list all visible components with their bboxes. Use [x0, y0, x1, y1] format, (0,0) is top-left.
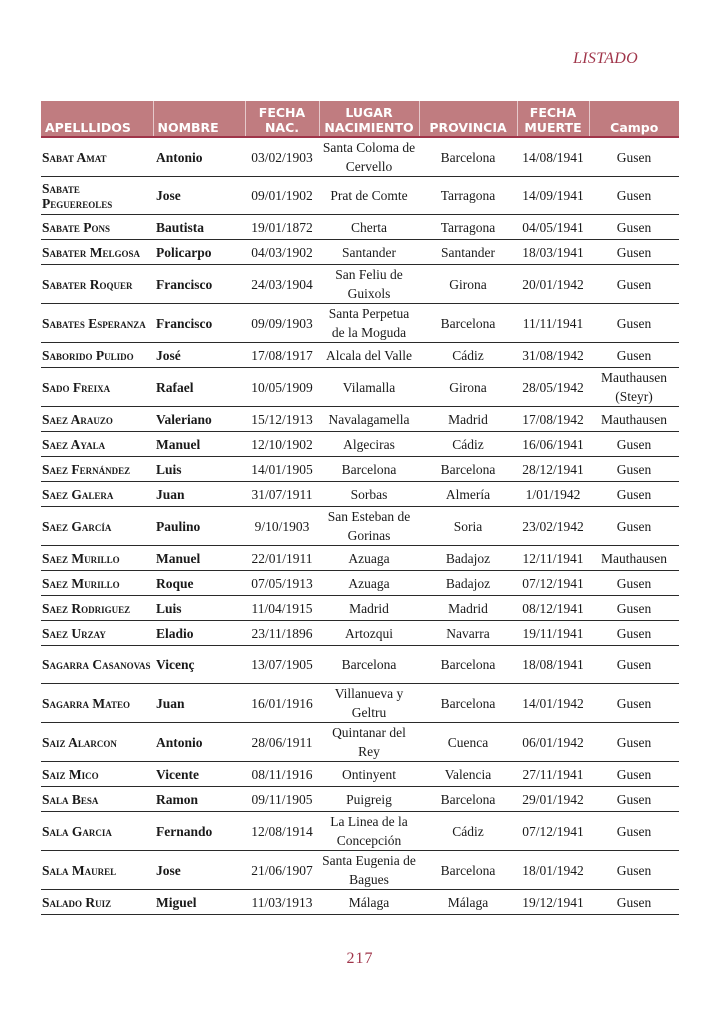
cell-fecha-muerte: 16/06/1941 — [517, 432, 589, 457]
cell-nombre: Valeriano — [153, 407, 245, 432]
cell-provincia: Girona — [419, 265, 517, 304]
cell-provincia: Barcelona — [419, 137, 517, 177]
cell-nombre: Roque — [153, 571, 245, 596]
cell-nombre: José — [153, 343, 245, 368]
cell-lugar-nacimiento: Vilamalla — [319, 368, 419, 407]
header-label: APELLLIDOS — [45, 120, 131, 135]
cell-apellidos: Saez Murillo — [41, 571, 153, 596]
cell-campo: Mauthausen — [589, 546, 679, 571]
cell-nombre: Jose — [153, 851, 245, 890]
header-lugar-nacimiento — [319, 101, 419, 137]
header-label: Campo — [610, 120, 659, 135]
cell-apellidos: Saez García — [41, 507, 153, 546]
cell-apellidos: Saez Fernández — [41, 457, 153, 482]
table-row — [41, 432, 679, 457]
cell-apellidos: Saez Ayala — [41, 432, 153, 457]
cell-provincia: Badajoz — [419, 571, 517, 596]
cell-fecha-nac: 07/05/1913 — [245, 571, 319, 596]
cell-campo: Gusen — [589, 304, 679, 343]
cell-lugar-nacimiento: Quintanar del Rey — [319, 723, 419, 762]
cell-fecha-nac: 9/10/1903 — [245, 507, 319, 546]
cell-provincia: Tarragona — [419, 177, 517, 215]
cell-lugar-nacimiento: Azuaga — [319, 571, 419, 596]
cell-fecha-nac: 15/12/1913 — [245, 407, 319, 432]
cell-fecha-nac: 16/01/1916 — [245, 684, 319, 723]
cell-campo: Gusen — [589, 240, 679, 265]
cell-apellidos: Sado Freixa — [41, 368, 153, 407]
cell-fecha-nac: 19/01/1872 — [245, 215, 319, 240]
cell-fecha-muerte: 19/11/1941 — [517, 621, 589, 646]
cell-campo: Gusen — [589, 890, 679, 915]
cell-fecha-muerte: 11/11/1941 — [517, 304, 589, 343]
cell-nombre: Manuel — [153, 432, 245, 457]
cell-lugar-nacimiento: Artozqui — [319, 621, 419, 646]
header-fecha-nac — [245, 101, 319, 137]
table-header-row — [41, 101, 679, 137]
table-row — [41, 787, 679, 812]
cell-lugar-nacimiento: Barcelona — [319, 457, 419, 482]
cell-lugar-nacimiento: Algeciras — [319, 432, 419, 457]
cell-campo: Gusen — [589, 762, 679, 787]
cell-apellidos: Saborido Pulido — [41, 343, 153, 368]
cell-provincia: Valencia — [419, 762, 517, 787]
cell-nombre: Juan — [153, 482, 245, 507]
cell-fecha-nac: 09/09/1903 — [245, 304, 319, 343]
cell-nombre: Luis — [153, 457, 245, 482]
header-fecha-muerte — [517, 101, 589, 137]
table-row — [41, 546, 679, 571]
header-label: MUERTE — [524, 120, 582, 135]
cell-campo: Gusen — [589, 621, 679, 646]
cell-campo: Gusen — [589, 432, 679, 457]
table-row — [41, 407, 679, 432]
cell-lugar-nacimiento: Cherta — [319, 215, 419, 240]
cell-lugar-nacimiento: San Feliu de Guixols — [319, 265, 419, 304]
cell-lugar-nacimiento: Santander — [319, 240, 419, 265]
cell-apellidos: Saez Arauzo — [41, 407, 153, 432]
cell-fecha-nac: 03/02/1903 — [245, 137, 319, 177]
cell-lugar-nacimiento: Villanueva y Geltru — [319, 684, 419, 723]
cell-apellidos: Saiz Mico — [41, 762, 153, 787]
cell-provincia: Soria — [419, 507, 517, 546]
cell-fecha-muerte: 07/12/1941 — [517, 812, 589, 851]
cell-fecha-muerte: 14/08/1941 — [517, 137, 589, 177]
cell-fecha-nac: 17/08/1917 — [245, 343, 319, 368]
cell-campo: Gusen — [589, 177, 679, 215]
cell-nombre: Antonio — [153, 137, 245, 177]
cell-lugar-nacimiento: Prat de Comte — [319, 177, 419, 215]
table-row — [41, 507, 679, 546]
cell-apellidos: Sagarra Mateo — [41, 684, 153, 723]
cell-apellidos: Saez Rodriguez — [41, 596, 153, 621]
cell-lugar-nacimiento: Sorbas — [319, 482, 419, 507]
cell-nombre: Francisco — [153, 265, 245, 304]
running-head: LISTADO — [573, 50, 638, 67]
cell-apellidos: Sabate Pons — [41, 215, 153, 240]
cell-fecha-muerte: 28/05/1942 — [517, 368, 589, 407]
cell-fecha-muerte: 31/08/1942 — [517, 343, 589, 368]
cell-fecha-nac: 12/10/1902 — [245, 432, 319, 457]
cell-nombre: Policarpo — [153, 240, 245, 265]
table-row — [41, 304, 679, 343]
table-row — [41, 723, 679, 762]
cell-nombre: Manuel — [153, 546, 245, 571]
cell-provincia: Málaga — [419, 890, 517, 915]
table-row — [41, 368, 679, 407]
cell-campo: Gusen — [589, 482, 679, 507]
cell-fecha-nac: 09/11/1905 — [245, 787, 319, 812]
cell-campo: Gusen — [589, 646, 679, 684]
table-row — [41, 762, 679, 787]
cell-nombre: Vicenç — [153, 646, 245, 684]
cell-fecha-nac: 14/01/1905 — [245, 457, 319, 482]
cell-lugar-nacimiento: Santa Perpetua de la Moguda — [319, 304, 419, 343]
cell-provincia: Barcelona — [419, 851, 517, 890]
cell-campo: Gusen — [589, 571, 679, 596]
cell-lugar-nacimiento: Azuaga — [319, 546, 419, 571]
cell-fecha-muerte: 04/05/1941 — [517, 215, 589, 240]
cell-provincia: Barcelona — [419, 457, 517, 482]
table-row — [41, 890, 679, 915]
cell-provincia: Cuenca — [419, 723, 517, 762]
cell-fecha-muerte: 12/11/1941 — [517, 546, 589, 571]
cell-lugar-nacimiento: Málaga — [319, 890, 419, 915]
cell-campo: Gusen — [589, 596, 679, 621]
table-row — [41, 646, 679, 684]
cell-nombre: Miguel — [153, 890, 245, 915]
cell-provincia: Madrid — [419, 407, 517, 432]
cell-fecha-muerte: 08/12/1941 — [517, 596, 589, 621]
cell-provincia: Barcelona — [419, 646, 517, 684]
cell-fecha-muerte: 29/01/1942 — [517, 787, 589, 812]
cell-apellidos: Sala Maurel — [41, 851, 153, 890]
cell-apellidos: Sabates Esperanza — [41, 304, 153, 343]
cell-apellidos: Salado Ruiz — [41, 890, 153, 915]
page-number: 217 — [346, 950, 374, 967]
cell-campo: Gusen — [589, 787, 679, 812]
header-label: NAC. — [264, 120, 300, 135]
table-body — [41, 137, 679, 915]
cell-fecha-muerte: 28/12/1941 — [517, 457, 589, 482]
cell-lugar-nacimiento: Barcelona — [319, 646, 419, 684]
table-row — [41, 240, 679, 265]
cell-fecha-muerte: 20/01/1942 — [517, 265, 589, 304]
cell-fecha-muerte: 14/01/1942 — [517, 684, 589, 723]
cell-provincia: Girona — [419, 368, 517, 407]
cell-provincia: Navarra — [419, 621, 517, 646]
table-row — [41, 621, 679, 646]
cell-apellidos: Sagarra Casanovas — [41, 646, 153, 684]
cell-provincia: Cádiz — [419, 432, 517, 457]
cell-nombre: Rafael — [153, 368, 245, 407]
cell-fecha-nac: 11/03/1913 — [245, 890, 319, 915]
cell-nombre: Antonio — [153, 723, 245, 762]
cell-lugar-nacimiento: La Linea de la Concepción — [319, 812, 419, 851]
cell-fecha-nac: 10/05/1909 — [245, 368, 319, 407]
header-nombre — [153, 101, 245, 137]
cell-lugar-nacimiento: Navalagamella — [319, 407, 419, 432]
cell-fecha-nac: 23/11/1896 — [245, 621, 319, 646]
cell-fecha-nac: 24/03/1904 — [245, 265, 319, 304]
cell-nombre: Ramon — [153, 787, 245, 812]
cell-provincia: Tarragona — [419, 215, 517, 240]
cell-campo: Gusen — [589, 343, 679, 368]
cell-campo: Mauthausen — [589, 407, 679, 432]
cell-fecha-muerte: 07/12/1941 — [517, 571, 589, 596]
cell-apellidos: Sabate Peguereoles — [41, 177, 153, 215]
cell-lugar-nacimiento: Puigreig — [319, 787, 419, 812]
table-row — [41, 265, 679, 304]
cell-fecha-muerte: 19/12/1941 — [517, 890, 589, 915]
cell-fecha-nac: 28/06/1911 — [245, 723, 319, 762]
cell-campo: Gusen — [589, 137, 679, 177]
cell-fecha-muerte: 18/08/1941 — [517, 646, 589, 684]
cell-lugar-nacimiento: Alcala del Valle — [319, 343, 419, 368]
cell-fecha-nac: 08/11/1916 — [245, 762, 319, 787]
table-row — [41, 851, 679, 890]
table-row — [41, 684, 679, 723]
deportees-table — [41, 101, 679, 915]
table-row — [41, 177, 679, 215]
cell-nombre: Juan — [153, 684, 245, 723]
cell-nombre: Paulino — [153, 507, 245, 546]
header-apellidos — [41, 101, 153, 137]
cell-lugar-nacimiento: San Esteban de Gorinas — [319, 507, 419, 546]
cell-campo: Gusen — [589, 215, 679, 240]
table-row — [41, 812, 679, 851]
table-row — [41, 343, 679, 368]
header-label: NACIMIENTO — [324, 120, 414, 135]
cell-provincia: Badajoz — [419, 546, 517, 571]
cell-campo: Gusen — [589, 265, 679, 304]
table-row — [41, 457, 679, 482]
cell-campo: Gusen — [589, 457, 679, 482]
table-row — [41, 482, 679, 507]
header-label: FECHA — [529, 105, 577, 120]
table-row — [41, 571, 679, 596]
cell-fecha-muerte: 27/11/1941 — [517, 762, 589, 787]
cell-fecha-nac: 11/04/1915 — [245, 596, 319, 621]
header-label: PROVINCIA — [429, 120, 507, 135]
cell-fecha-muerte: 1/01/1942 — [517, 482, 589, 507]
cell-campo: Gusen — [589, 684, 679, 723]
cell-fecha-nac: 12/08/1914 — [245, 812, 319, 851]
cell-fecha-nac: 13/07/1905 — [245, 646, 319, 684]
cell-lugar-nacimiento: Madrid — [319, 596, 419, 621]
cell-provincia: Santander — [419, 240, 517, 265]
cell-fecha-muerte: 18/01/1942 — [517, 851, 589, 890]
cell-campo: Gusen — [589, 812, 679, 851]
cell-fecha-nac: 09/01/1902 — [245, 177, 319, 215]
cell-provincia: Barcelona — [419, 787, 517, 812]
cell-lugar-nacimiento: Ontinyent — [319, 762, 419, 787]
cell-apellidos: Saez Galera — [41, 482, 153, 507]
cell-nombre: Vicente — [153, 762, 245, 787]
cell-apellidos: Sala Besa — [41, 787, 153, 812]
cell-fecha-muerte: 23/02/1942 — [517, 507, 589, 546]
cell-fecha-nac: 31/07/1911 — [245, 482, 319, 507]
cell-provincia: Barcelona — [419, 684, 517, 723]
cell-campo: Gusen — [589, 507, 679, 546]
cell-nombre: Bautista — [153, 215, 245, 240]
cell-provincia: Madrid — [419, 596, 517, 621]
cell-provincia: Almería — [419, 482, 517, 507]
cell-campo: Gusen — [589, 723, 679, 762]
cell-apellidos: Saiz Alarcon — [41, 723, 153, 762]
cell-nombre: Jose — [153, 177, 245, 215]
cell-provincia: Cádiz — [419, 343, 517, 368]
header-label: NOMBRE — [157, 120, 219, 135]
table-row — [41, 596, 679, 621]
header-label: FECHA — [258, 105, 306, 120]
cell-nombre: Luis — [153, 596, 245, 621]
cell-provincia: Cádiz — [419, 812, 517, 851]
cell-campo: Mauthausen (Steyr) — [589, 368, 679, 407]
cell-provincia: Barcelona — [419, 304, 517, 343]
table-row — [41, 137, 679, 177]
cell-apellidos: Saez Murillo — [41, 546, 153, 571]
cell-lugar-nacimiento: Santa Eugenia de Bagues — [319, 851, 419, 890]
cell-fecha-muerte: 18/03/1941 — [517, 240, 589, 265]
cell-apellidos: Saez Urzay — [41, 621, 153, 646]
header-provincia — [419, 101, 517, 137]
cell-campo: Gusen — [589, 851, 679, 890]
cell-apellidos: Sala Garcia — [41, 812, 153, 851]
cell-apellidos: Sabat Amat — [41, 137, 153, 177]
cell-apellidos: Sabater Roquer — [41, 265, 153, 304]
cell-apellidos: Sabater Melgosa — [41, 240, 153, 265]
cell-fecha-muerte: 06/01/1942 — [517, 723, 589, 762]
cell-nombre: Francisco — [153, 304, 245, 343]
header-campo — [589, 101, 679, 137]
cell-fecha-nac: 04/03/1902 — [245, 240, 319, 265]
cell-fecha-nac: 21/06/1907 — [245, 851, 319, 890]
cell-nombre: Eladio — [153, 621, 245, 646]
header-label: LUGAR — [345, 105, 393, 120]
cell-nombre: Fernando — [153, 812, 245, 851]
cell-fecha-muerte: 14/09/1941 — [517, 177, 589, 215]
table-row — [41, 215, 679, 240]
cell-lugar-nacimiento: Santa Coloma de Cervello — [319, 137, 419, 177]
cell-fecha-nac: 22/01/1911 — [245, 546, 319, 571]
cell-fecha-muerte: 17/08/1942 — [517, 407, 589, 432]
